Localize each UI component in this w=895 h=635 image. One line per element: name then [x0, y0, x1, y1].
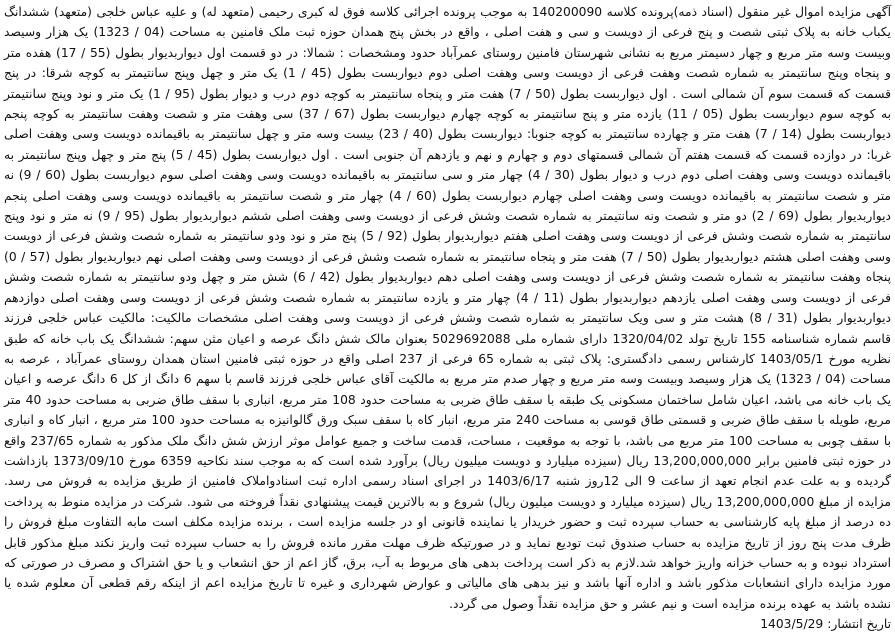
publication-date-value: 1403/5/29 [760, 617, 824, 632]
auction-notice-body: آگهی مزایده اموال غیر منقول (اسناد ذمه)پرونده کلاسه 140200090 به موجب پرونده اجرائی کلاسه فوق له کبری رحیمی (متعهد له) و علیه عباس خلجی (متعهد) ششدانگ یکباب خانه به پلاک ثبتی شصت و پنج فرعی از دویست و سی و هفت اصلی ، واقع در بخش پنج همدان حوزه ثبت ملک فامنین به مساحت (04 / 1323) یک هزار وسیصد وبیست وسه متر مربع و چهار دسیمتر مربع به نشانی شهرستان فامنین روستای عمرآباد حدود ومشخصات : شمالا: در دو قسمت اول دیواربدیوار بطول (55 / 17) هفده متر و پنجاه وپنج سانتیمتر به شماره شصت وهفت فرعی از دویست وسی وهفت اصلی دوم دیواربست بطول (45 / 1) یک متر و چهل وپنج سانتیمتر به کوچه شرقا: در پنج قسمت که قسمت سوم آن شمالی است . اول دیواربست بطول (50 / 7) هفت متر و پنجاه سانتیمتر به کوچه دوم درب و دیوار بطول (95 / 1) یک متر و نود وپنج سانتیمتر به کوچه سوم دیواربست بطول (05 / 11) یازده متر و پنج سانتیمتر به کوچه چهارم دیواربست بطول (67 / 37) سی وهفت متر و شصت وهفت سانتیمتر به کوچه پنجم دیواربست بطول (14 / 7) هفت متر و چهارده سانتیمتر به کوچه جنوبا: دیواربست بطول (40 / 23) بیست وسه متر و چهل سانتیمتر به باقیمانده دویست وسی وهفت اصلی غربا: در دوازده قسمت که قسمت هفتم آن شمالی قسمتهای دوم و چهارم و نهم و یازدهم آن جنوبی است . اول دیواربست بطول (45 / 5) پنج متر و چهل وپنج سانتیمتر به باقیمانده دویست وسی وهفت اصلی دوم درب و دیوار بطول (30 / 4) چهار متر و سی سانتیمتر به باقیمانده دویست وسی وهفت اصلی سوم دیواربست بطول (60 / 9) نه متر و شصت سانتیمتر به باقیمانده دویست وسی وهفت اصلی چهارم دیواربست بطول (60 / 4) چهار متر و شصت سانتیمتر به باقیمانده دویست وسی وهفت اصلی پنجم دیواربدیوار بطول (69 / 2) دو متر و شصت ونه سانتیمتر به شماره شصت وشش فرعی از دویست وسی وهفت اصلی ششم دیواربدیوار بطول (95 / 9) نه متر و نود وپنج سانتیمتر به شماره شصت وشش فرعی از دویست وسی وهفت اصلی هفتم دیواربدیوار بطول (92 / 5) پنج متر و نود ودو سانتیمتر به شماره شصت وشش فرعی از دویست وسی وهفت اصلی هشتم دیواربدیوار بطول (50 / 7) هفت متر و پنجاه سانتیمتر به شماره شصت وشش فرعی از دویست وسی وهفت اصلی نهم دیواربدیوار بطول (57 / 0) پنجاه وهفت سانتیمتر به شماره شصت وشش فرعی از دویست وسی وهفت اصلی دهم دیواربدیوار بطول (42 / 6) شش متر و چهل ودو سانتیمتر به شماره شصت وشش فرعی از دویست وسی وهفت اصلی یازدهم دیواربدیوار بطول (11 / 4) چهار متر و یازده سانتیمتر به شماره شصت وشش فرعی از دویست وسی وهفت اصلی دوازدهم دیواربدیوار بطول (31 / 8) هشت متر و سی ویک سانتیمتر به شماره شصت وشش فرعی از دویست وسی وهفت اصلی مشخصات مالکیت: مالکیت عباس خلجی فرزند قاسم شماره شناسنامه 155 تاریخ تولد 1320/04/02 دارای شماره ملی 5029692088 بعنوان مالک شش دانگ عرصه و اعیان مثن سهم: ششدانگ یک باب خانه که طبق نظریه مورخ 1403/05/1 کارشناس رسمی دادگستری: پلاک ثبتی به شماره 65 فرعی از 237 اصلی واقع در حوزه ثبتی فامنین استان همدان روستای عمرآباد ، عرصه به مساحت (04 / 1323) یک هزار وسیصد وبیست وسه متر مربع و چهار صدم متر مربع به مالکیت آقای عباس خلجی فرزند قاسم با سهم 6 دانگ از کل 6 دانگ عرصه و اعیان یک باب خانه می باشد، اعیان شامل ساختمان مسکونی یک طبقه با سقف طاق ضربی به مساحت حدود 108 متر مربع، انباری با سقف طاق ضربی به مساحت حدود 40 متر مربع، طویله با سقف طاق ضربی و قسمتی طاق قوسی به مساحت 240 متر مربع، انبار کاه با سقف سبک ورق گالوانیزه به مساحت حدود 100 متر مربع ، انبار کاه و انباری با سقف چوبی به مساحت 100 متر مربع می باشد، با توجه به موقعیت ، مساحت، قدمت ساخت و جمیع عوامل موثر ارزش شش دانگ ملک مذکور به شماره 237/65 واقع در حوزه ثبتی فامنین برابر 13,200,000,000 ریال (سیزده میلیارد و دویست میلیون ریال) برآورد شده است که به موجب سند نکاحیه 6359 مورخ 1373/09/10 بازداشت گردیده و به علت عدم انجام تعهد از ساعت 9 الی 12روز شنبه 1403/6/17 در اجرای اسناد رسمی اداره ثبت اسنادواملاک فامنین از طریق مزایده به فروش می رسد. مزایده از مبلغ 13,200,000,000 ریال (سیزده میلیارد و دویست میلیون ریال) شروع و به بالاترین قیمت پیشنهادی نقداً فروخته می شود. شرکت در مزایده منوط به پرداخت ده درصد از مبلغ پایه کارشناسی به حساب سپرده ثبت و حضور خریدار یا نماینده قانونی او در جلسه مزایده است ، برنده مزایده مکلف است مابه التفاوت مبلغ فروش را ظرف مدت پنج روز از تاریخ مزایده به حساب صندوق ثبت تودیع نماید و در صورتیکه ظرف مهلت مقرر مانده فروش را به حساب سپرده ثبت واریز نکند مبلغ مذکور قابل استرداد نبوده و به حساب خزانه واریز خواهد شد.لازم به ذکر است پرداخت بدهی های مربوط به آب، برق، گاز اعم از حق انشعاب و یا حق اشتراک و مصرف در صورتی که مورد مزایده دارای انشعابات مذکور باشد و اداره آنها باشد و نیز بدهی های مالیاتی و عوارض شهرداری و غیره تا تاریخ مزایده اعم از اینکه رقم قطعی آن معلوم شده یا نشده باشد به عهده برنده مزایده است و نیم عشر و حق مزایده نقداً وصول می گردد. [4, 5, 892, 611]
publication-date-label: تاریخ انتشار: [827, 617, 891, 632]
publication-date-line [4, 614, 891, 634]
